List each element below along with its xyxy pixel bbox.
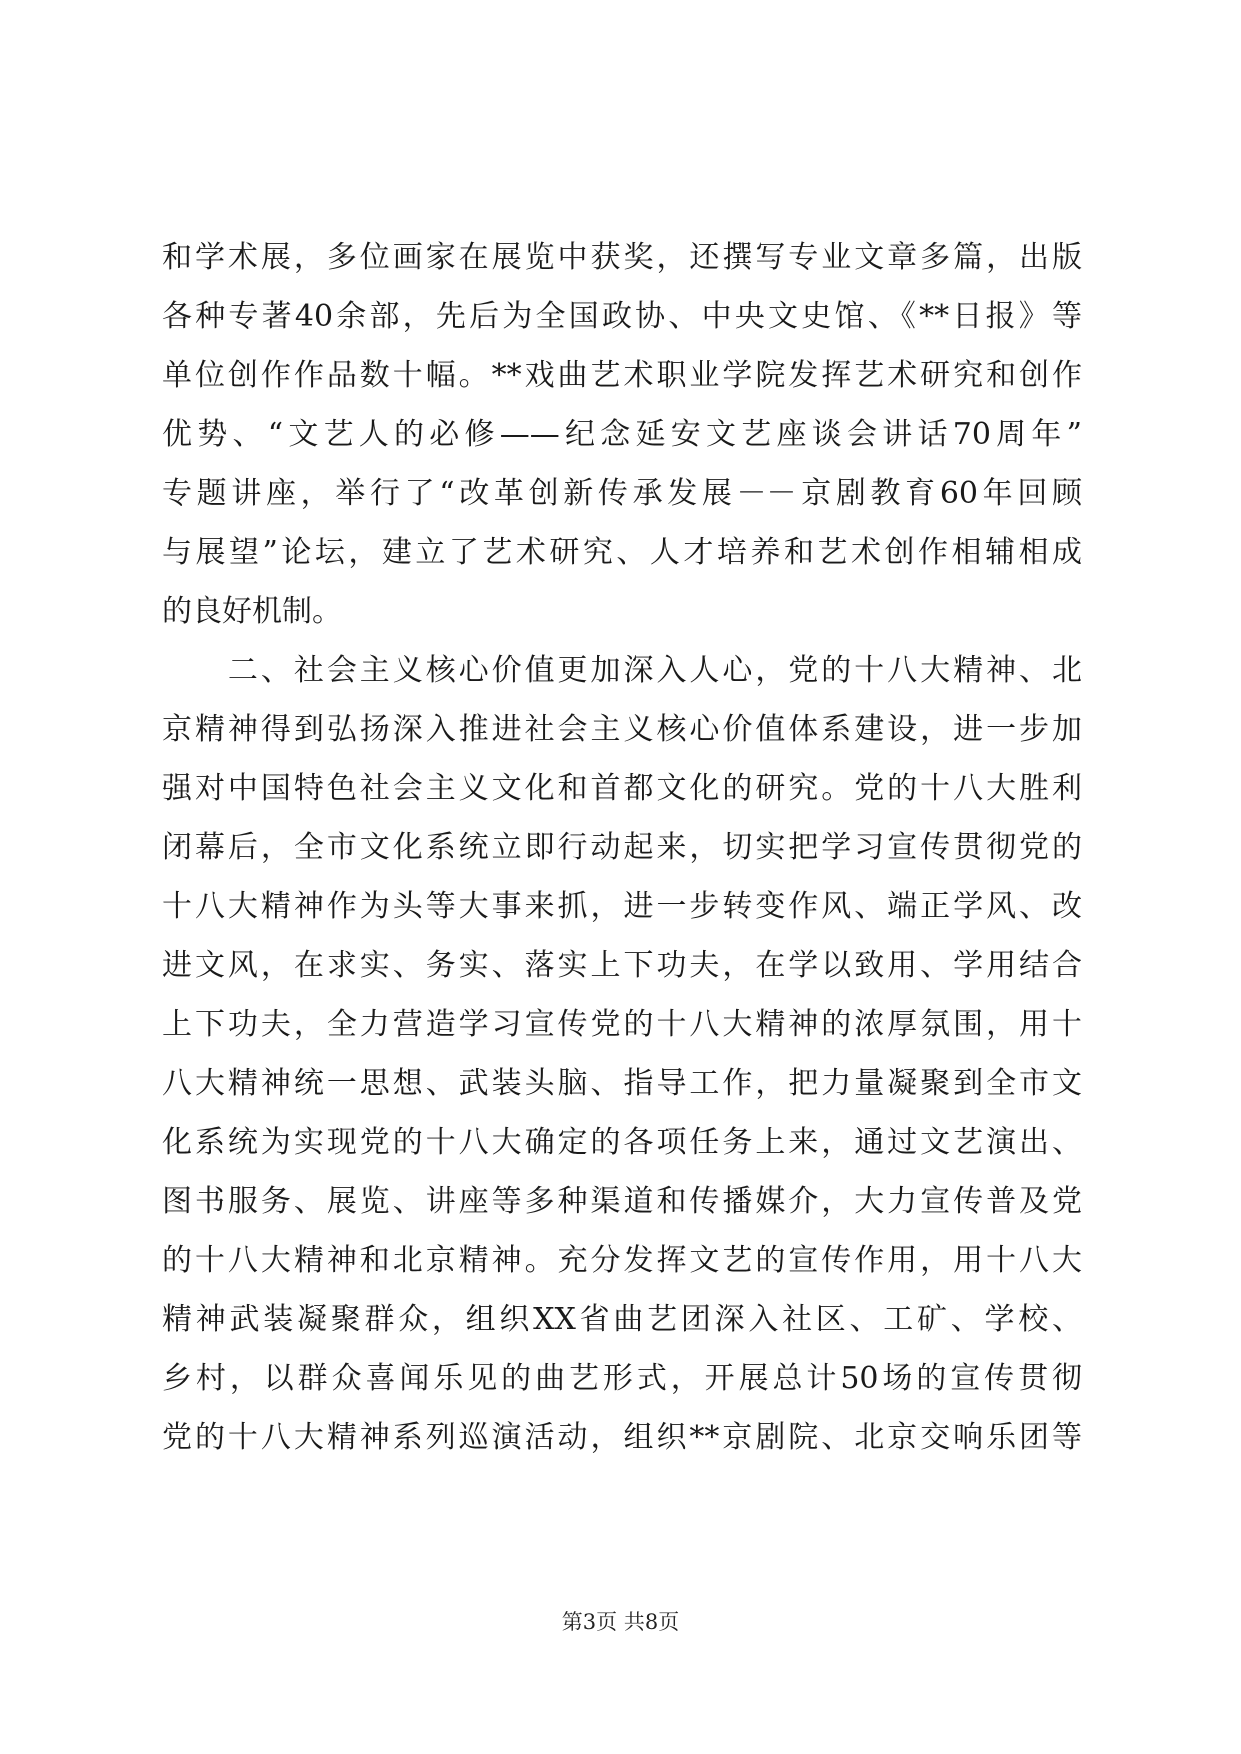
text-line: 的良好机制。 [162,594,342,629]
text-line: 进文风，在求实、务实、落实上下功夫，在学以致用、学用结合 [162,948,1082,983]
text-line: 与展望”论坛，建立了艺术研究、人才培养和艺术创作相辅相成 [162,535,1082,570]
text-line: 的十八大精神和北京精神。充分发挥文艺的宣传作用，用十八大 [162,1243,1082,1278]
text-line: 各种专著40余部，先后为全国政协、中央文史馆、《**日报》等 [162,299,1082,334]
text-line: 闭幕后，全市文化系统立即行动起来，切实把学习宣传贯彻党的 [162,830,1082,865]
text-line: 乡村，以群众喜闻乐见的曲艺形式，开展总计50场的宣传贯彻 [162,1361,1082,1396]
text-line: 京精神得到弘扬深入推进社会主义核心价值体系建设，进一步加 [162,712,1082,747]
text-line: 十八大精神作为头等大事来抓，进一步转变作风、端正学风、改 [162,889,1082,924]
text-line: 二、社会主义核心价值更加深入人心，党的十八大精神、北 [162,653,1082,688]
text-line: 图书服务、展览、讲座等多种渠道和传播媒介，大力宣传普及党 [162,1184,1082,1219]
body-text [162,228,1082,1467]
text-line: 八大精神统一思想、武装头脑、指导工作，把力量凝聚到全市文 [162,1066,1082,1101]
text-line: 优势、“文艺人的必修——纪念延安文艺座谈会讲话70周年” [162,417,1082,452]
text-line: 党的十八大精神系列巡演活动，组织**京剧院、北京交响乐团等 [162,1420,1082,1455]
text-line: 强对中国特色社会主义文化和首都文化的研究。党的十八大胜利 [162,771,1082,806]
text-line: 化系统为实现党的十八大确定的各项任务上来，通过文艺演出、 [162,1125,1082,1160]
text-line: 精神武装凝聚群众，组织XX省曲艺团深入社区、工矿、学校、 [162,1302,1082,1337]
page-footer [0,1606,1241,1636]
page-number: 第3页 共8页 [561,1610,680,1634]
text-line: 单位创作作品数十幅。**戏曲艺术职业学院发挥艺术研究和创作 [162,358,1082,393]
text-line: 上下功夫，全力营造学习宣传党的十八大精神的浓厚氛围，用十 [162,1007,1082,1042]
text-line: 专题讲座，举行了“改革创新传承发展－－京剧教育60年回顾 [162,476,1082,511]
text-line: 和学术展，多位画家在展览中获奖，还撰写专业文章多篇，出版 [162,240,1082,275]
